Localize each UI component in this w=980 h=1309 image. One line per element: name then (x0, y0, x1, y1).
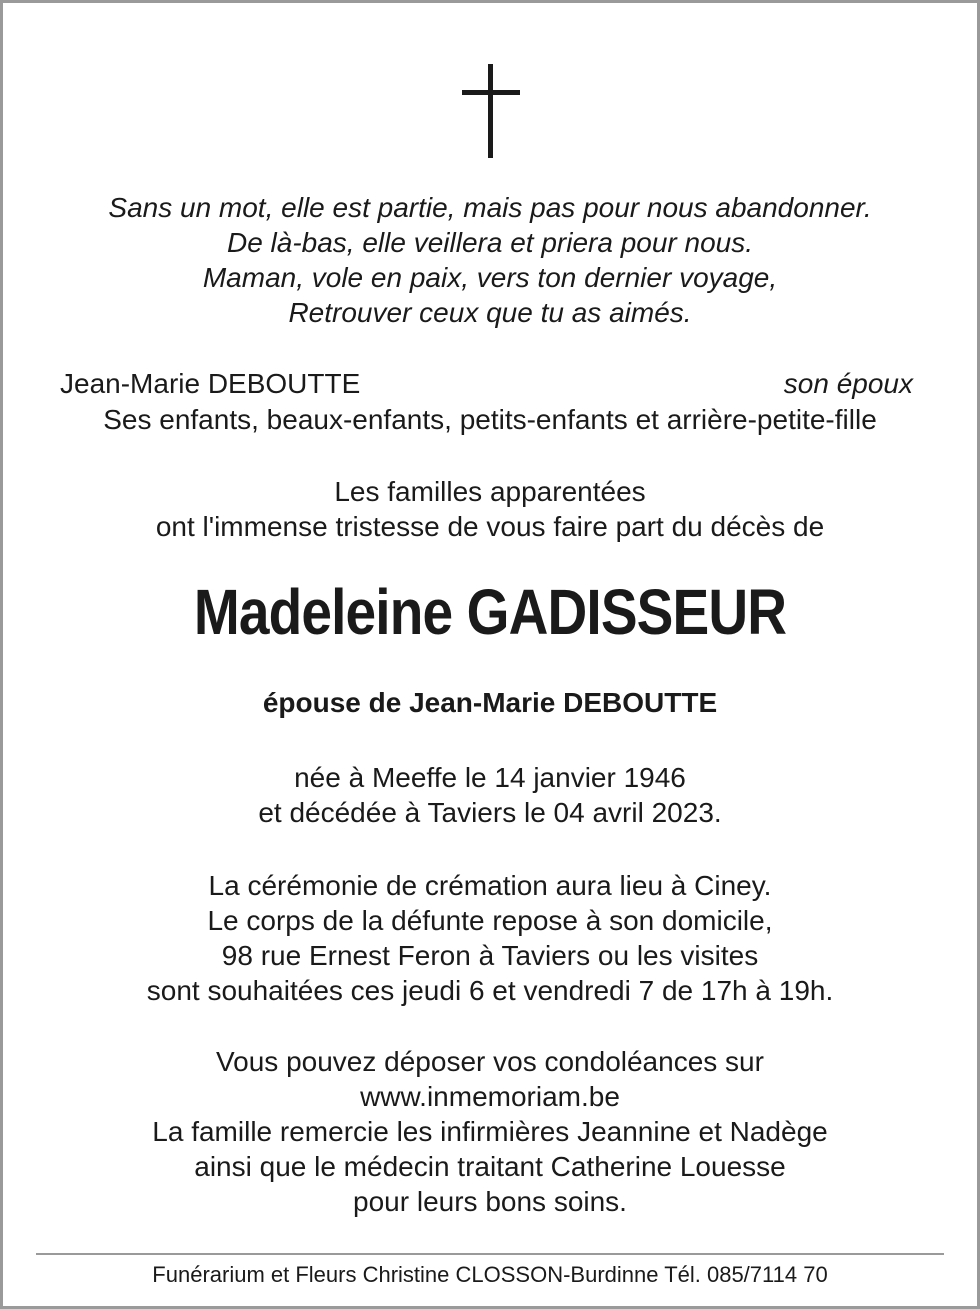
spouse-of-line: épouse de Jean-Marie DEBOUTTE (262, 687, 718, 718)
cross-icon (462, 64, 520, 158)
condolences-website: www.inmemoriam.be (360, 1081, 620, 1112)
children-line: Ses enfants, beaux-enfants, petits-enfants et arrière-petite-fille (103, 404, 877, 435)
ceremony-line: 98 rue Ernest Feron à Taviers ou les visites (221, 940, 759, 971)
thanks-line: La famille remercie les infirmières Jeannine et Nadège (152, 1116, 828, 1147)
poem-line: Sans un mot, elle est partie, mais pas pour nous abandonner. (108, 192, 872, 223)
poem-line: Retrouver ceux que tu as aimés. (288, 297, 692, 328)
spouse-name: Jean-Marie DEBOUTTE (60, 368, 361, 399)
birth-line: née à Meeffe le 14 janvier 1946 (294, 762, 686, 793)
thanks-line: ainsi que le médecin traitant Catherine Louesse (194, 1151, 786, 1182)
spouse-row (60, 366, 913, 402)
death-line: et décédée à Taviers le 04 avril 2023. (258, 797, 722, 828)
ceremony-line: sont souhaitées ces jeudi 6 et vendredi 7 de 17h à 19h. (146, 975, 834, 1006)
funeral-home-footer: Funérarium et Fleurs Christine CLOSSON-Burdinne Tél. 085/7114 70 (152, 1262, 828, 1287)
poem-line: De là-bas, elle veillera et priera pour nous. (226, 227, 754, 258)
relatives-announcement (30, 474, 950, 544)
spouse-role: son époux (783, 368, 913, 399)
poem (30, 190, 950, 330)
poem-line: Maman, vole en paix, vers ton dernier voyage, (202, 262, 778, 293)
ceremony-info (30, 868, 950, 1008)
birth-death-dates (30, 760, 950, 830)
relatives-line: ont l'immense tristesse de vous faire part du décès de (155, 511, 825, 542)
ceremony-line: Le corps de la défunte repose à son domicile, (207, 905, 773, 936)
footer-divider (36, 1253, 944, 1255)
deceased-name: Madeleine GADISSEUR (193, 576, 787, 648)
ceremony-line: La cérémonie de crémation aura lieu à Ciney. (208, 870, 772, 901)
condolences-line: Vous pouvez déposer vos condoléances sur (216, 1046, 764, 1077)
thanks-line: pour leurs bons soins. (353, 1186, 627, 1217)
condolences-info (30, 1044, 950, 1219)
relatives-line: Les familles apparentées (334, 476, 646, 507)
